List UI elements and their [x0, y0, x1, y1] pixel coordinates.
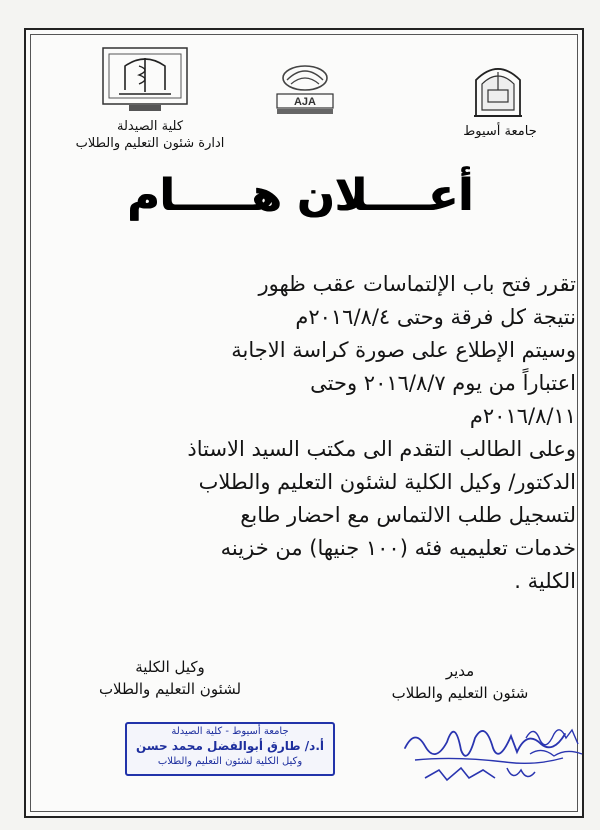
faculty-header	[60, 118, 240, 152]
body-line: تقرر فتح باب الإلتماسات عقب ظهور	[258, 272, 576, 296]
announcement-body	[42, 268, 576, 598]
vice-dean-signature-block	[70, 656, 270, 700]
department-name: ادارة شئون التعليم والطلاب	[75, 136, 225, 151]
body-line: الدكتور/ وكيل الكلية لشئون التعليم والطلاب	[198, 470, 576, 494]
director-signature-block	[355, 660, 565, 704]
university-name: جامعة أسيوط	[463, 124, 537, 139]
body-line: وسيتم الإطلاع على صورة كراسة الاجابة	[231, 338, 576, 362]
body-line: نتيجة كل فرقة وحتى ٢٠١٦/٨/٤م	[295, 305, 576, 329]
handwritten-date-icon	[520, 718, 590, 766]
official-stamp	[125, 722, 335, 776]
director-department: شئون التعليم والطلاب	[391, 684, 529, 702]
vice-dean-title: وكيل الكلية	[135, 658, 205, 676]
announcement-title: أعــــلان هـــــام	[126, 170, 474, 221]
assiut-university-logo-icon	[470, 60, 526, 120]
stamp-institution: جامعة أسيوط - كلية الصيدلة	[171, 726, 289, 737]
aja-logo-text: AJA	[293, 96, 317, 108]
body-line: الكلية .	[514, 569, 576, 593]
body-line: لتسجيل طلب الالتماس مع احضار طابع	[240, 503, 576, 527]
faculty-name: كلية الصيدلة	[116, 119, 184, 134]
university-header	[455, 123, 545, 140]
body-line: اعتباراً من يوم ٢٠١٦/٨/٧ وحتى	[310, 371, 576, 395]
aja-accreditation-logo-icon	[265, 58, 345, 116]
body-line: وعلى الطالب التقدم الى مكتب السيد الاستاذ	[187, 437, 576, 461]
body-line: خدمات تعليميه فئه (١٠٠ جنيها) من خزينه	[220, 536, 576, 560]
body-line: ٢٠١٦/٨/١١م	[469, 404, 576, 428]
stamp-name: أ.د/ طارق أبوالفضل محمد حسن	[135, 739, 324, 753]
vice-dean-department: لشئون التعليم والطلاب	[98, 680, 242, 698]
director-title: مدير	[445, 662, 475, 680]
pharmacy-faculty-logo-icon	[95, 42, 195, 114]
stamp-position: وكيل الكلية لشئون التعليم والطلاب	[157, 756, 303, 767]
